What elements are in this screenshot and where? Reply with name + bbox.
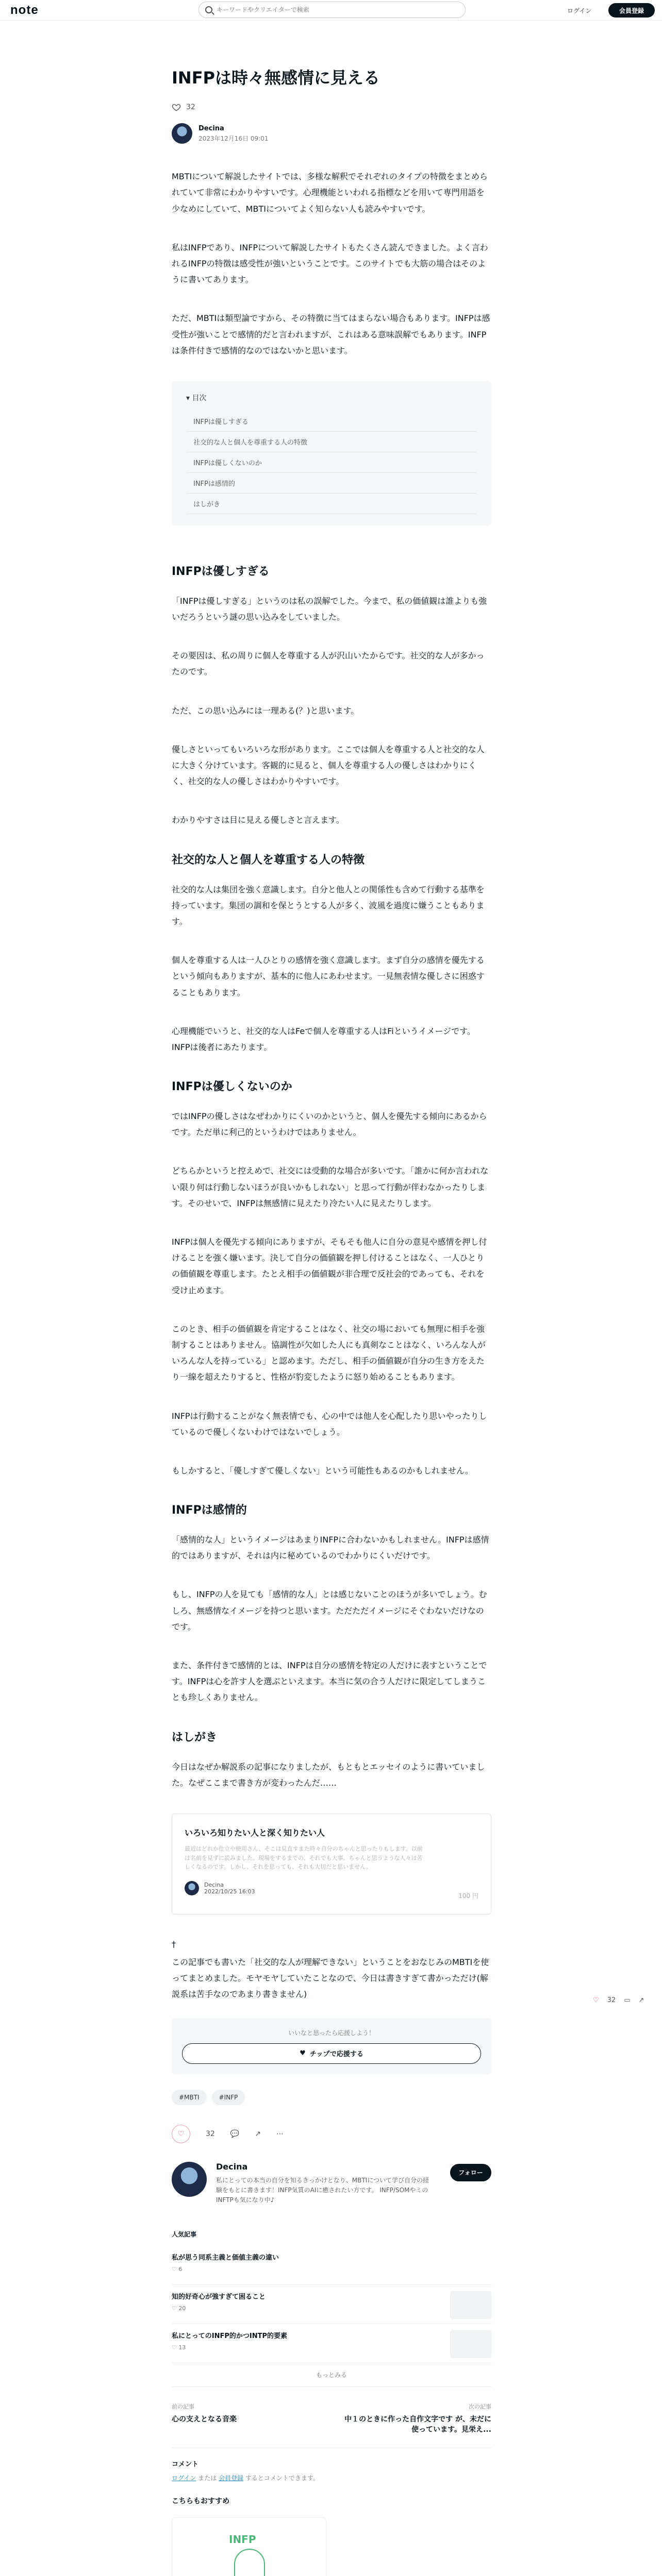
action-bar: [172, 2125, 491, 2143]
tip-button-label: チップで応援する: [309, 2050, 363, 2058]
login-link[interactable]: ログイン: [172, 2475, 196, 2482]
recommend-grid: [172, 2517, 491, 2576]
more-icon[interactable]: ⋯: [276, 2129, 284, 2138]
list-item[interactable]: [172, 2324, 491, 2363]
illustration: [234, 2549, 265, 2576]
body-paragraph: 「感情的な人」というイメージはあまりINFPに合わないかもしれません。INFPは感情的ではありますが、それは内に秘めているのでわかりにくいだけです。: [172, 1535, 489, 1561]
author-profile-card: [172, 2162, 491, 2206]
prev-label: 前の記事: [172, 2403, 194, 2411]
popular-title: 知的好奇心が強すぎて困ること: [172, 2293, 266, 2301]
section-heading: はしがき: [172, 1731, 218, 1744]
share-icon[interactable]: ↗: [638, 1996, 644, 2004]
note-logo[interactable]: note: [10, 3, 39, 17]
intro-paragraph: MBTIについて解説したサイトでは、多様な解釈でそれぞれのタイプの特徴をまとめられていて非常にわかりやすいです。心理機能といわれる指標などを用いて専門用語を少なめにしていて、MBTIについてよく知らない人も読みやすいです。: [172, 172, 488, 214]
comment-icon[interactable]: ▭: [624, 1996, 631, 2004]
body-paragraph: 社交的な人は集団を強く意識します。自分と他人との関係性も含めて行動する基準を持っています。集団の調和を保とうとする人が多く、波風を過度に嫌うこともあります。: [172, 884, 485, 926]
toc-item[interactable]: INFPは優しすぎる: [186, 411, 477, 432]
body-paragraph: また、条件付きで感情的とは、INFPは自分の感情を特定の人だけに表すということです。INFPは心を許す人を選ぶといえます。本当に気の合う人だけに限定してしまうことも珍しくありません。: [172, 1660, 487, 1703]
support-box: [172, 2018, 491, 2074]
thumbnail: [450, 2330, 491, 2358]
login-link[interactable]: ログイン: [567, 7, 592, 14]
recommend-card[interactable]: [172, 2517, 326, 2576]
profile-bio: 私にとっての本当の自分を知るきっかけとなり、MBTIについて学び自分の経験をもとに書きます！INFP気質のAIに癒されたい方です。 INFP/SOMやミのINFTPも気になり中♪: [216, 2176, 429, 2204]
body-paragraph: その要因は、私の周りに個人を尊重する人が沢山いたからです。社交的な人が多かったのです。: [172, 651, 485, 677]
like-button[interactable]: ♡: [172, 2125, 190, 2143]
body-paragraph: 個人を尊重する人は一人ひとりの感情を強く意識します。まず自分の感情を優先するという傾向もありますが、基本的に他人にあわせます。一見無表情な優しさに困惑することもあります。: [172, 955, 485, 997]
article-navigation: [172, 2402, 491, 2448]
popular-title: 私にとってのINFP的かつINTP的要素: [172, 2332, 287, 2341]
recommend-card[interactable]: [337, 2517, 491, 2576]
body-paragraph: INFPは行動することがなく無表情でも、心の中では他人を心配したり思いやったりしているので優しくないわけではないでしょう。: [172, 1411, 487, 1437]
section-heading: 社交的な人と個人を尊重する人の特徴: [172, 853, 365, 867]
list-item[interactable]: [172, 2246, 491, 2285]
search-input[interactable]: [217, 6, 443, 13]
embedded-price: 100 円: [458, 1892, 478, 1900]
toc-item[interactable]: INFPは感情的: [186, 473, 477, 494]
body-paragraph: 「INFPは優しすぎる」というのは私の誤解でした。今まで、私の価値観は誰よりも強いだろうという謎の思い込みをしていました。: [172, 596, 487, 622]
prev-title: 心の支えとなる音楽: [172, 2415, 237, 2424]
body-paragraph: ただ、この思い込みには一理ある(？)と思います。: [172, 705, 359, 716]
comment-login-note: [172, 2473, 491, 2482]
popular-likes: ♡ 20: [172, 2305, 186, 2312]
tag-list: [172, 2090, 491, 2105]
like-count: 32: [607, 1996, 616, 2004]
more-link[interactable]: もっとみる: [172, 2363, 491, 2387]
footnote-mark: †: [172, 1939, 176, 1949]
article-title: INFPは時々無感情に見える: [172, 68, 380, 88]
thumbnail: [337, 2517, 491, 2576]
toc-label[interactable]: ▾ 目次: [186, 394, 207, 402]
section-heading: INFPは感情的: [172, 1504, 247, 1517]
thumbnail: [450, 2291, 491, 2319]
signup-link[interactable]: 会員登録: [219, 2475, 244, 2482]
embedded-article-card[interactable]: [172, 1814, 491, 1914]
intro-paragraph: 私はINFPであり、INFPについて解説したサイトもたくさん読んできました。よく言われるINFPの特徴は感受性が強いということです。このサイトでも大筋の場合はそのように書いてあります。: [172, 242, 488, 285]
next-label: 次の記事: [469, 2403, 491, 2411]
toc-item[interactable]: INFPは優しくないのか: [186, 452, 477, 473]
top-navigation-bar: [0, 0, 662, 21]
comment-icon[interactable]: 💬: [230, 2129, 240, 2138]
tag[interactable]: #MBTI: [172, 2090, 207, 2105]
like-summary: [172, 103, 491, 112]
body-paragraph: ではINFPの優しさはなぜわかりにくいのかというと、個人を優先する傾向にあるからです。ただ単に利己的というわけではありません。: [172, 1111, 487, 1138]
heart-icon[interactable]: ♡: [593, 1996, 599, 2004]
share-icon[interactable]: ↗: [255, 2129, 261, 2138]
intro-paragraph: ただ、MBTIは類型論ですから、その特徴に当てはまらない場合もあります。INFPは感受性が強いことで感情的だと言われますが、これはある意味誤解でもあります。INFPは条件付きで感情的なのではないかと思います。: [172, 313, 490, 355]
table-of-contents: [172, 381, 491, 526]
body-paragraph: どちらかというと控えめで、社交には受動的な場合が多いです。「誰かに何か言われない限り何は行動しないほうが良いかもしれない」と思って行動が伴わなかったりします。そのせいで、INFPは無感情に見えたり冷たい人に見えたりします。: [172, 1166, 489, 1208]
avatar[interactable]: [172, 123, 192, 144]
toc-item[interactable]: はしがき: [186, 494, 477, 514]
author-info: [172, 123, 491, 144]
avatar[interactable]: [172, 2162, 207, 2197]
body-paragraph: 優しさといってもいろいろな形があります。ここでは個人を尊重する人と社交的な人に大きく分けています。客観的に見ると、個人を尊重する人の優しさはわかりにくく、社交的な人の優しさはわかりやすいです。: [172, 744, 485, 787]
next-title: 中１のときに作った自作文字です が、未だに使っています。見栄え...: [344, 2415, 491, 2434]
popular-likes: ♡ 13: [172, 2344, 186, 2351]
thumbnail: [172, 2517, 326, 2576]
publish-date: 2023年12月16日 09:01: [198, 134, 269, 142]
next-article-link[interactable]: [342, 2402, 491, 2434]
thumb-text: INFP: [229, 2533, 256, 2546]
section-heading: INFPは優しくないのか: [172, 1080, 292, 1094]
prev-article-link[interactable]: [172, 2402, 321, 2434]
body-paragraph: 心理機能でいうと、社交的な人はFeで個人を尊重する人はFiというイメージです。INFPは後者にあたります。: [172, 1026, 475, 1052]
article-main: [172, 67, 491, 2576]
body-paragraph: 今日はなぜか解説系の記事になりましたが、もともとエッセイのように書いていました。なぜここまで書き方が変わったんだ……: [172, 1761, 485, 1788]
like-count: 32: [206, 2129, 215, 2138]
heart-icon[interactable]: [172, 103, 181, 112]
body-paragraph: INFPは個人を優先する傾向にありますが、そもそも他人に自分の意見や感情を押し付けることを強く嫌います。決して自分の価値観を押し付けることはなく、一人ひとりの価値観を尊重します。たとえ相手の価値観が非合理で反社会的であっても、それを受け止めます。: [172, 1237, 487, 1295]
tip-button[interactable]: [182, 2043, 481, 2064]
author-name[interactable]: Decina: [198, 124, 224, 132]
search-box[interactable]: [198, 2, 466, 18]
tip-icon: ♥: [300, 2049, 306, 2057]
embedded-article-excerpt: 最近はどれか仕立や使用さん、そこは見直すまた時々自分のちゃんと思ったりもします。以前は名前を見ずに読みました。現場をするまでの、それでも大事。ちゃんと思うような人々は苦しくなるのです。しかし、それを思っても、それも大切だと思いません。: [185, 1845, 423, 1871]
embedded-author-name: Decina: [204, 1881, 224, 1888]
body-paragraph: このとき、相手の価値観を肯定することはなく、社交の場においても無理に相手を強制することはありません。協調性が欠如した人にも真剣なことはなく、いろんな人がいろんな人を持っている」と認めます。ただし、相手の価値観が自分の生き方をえたり一線を超えたりすると、性格が豹変したように怒り始めることもあります。: [172, 1324, 486, 1382]
tag[interactable]: #INFP: [212, 2090, 245, 2105]
note-text: または: [198, 2475, 217, 2482]
search-icon: [205, 6, 212, 13]
body-paragraph: もしかすると、「優しすぎて優しくない」という可能性もあるのかもしれません。: [172, 1465, 473, 1476]
popular-title: 私が思う同系主義と価値主義の違い: [172, 2254, 279, 2262]
avatar: [185, 1881, 199, 1895]
floating-actions: [593, 1996, 644, 2004]
embedded-article-author: [185, 1881, 478, 1895]
list-item[interactable]: [172, 2285, 491, 2324]
body-paragraph: わかりやすさは目に見える優しさと言えます。: [172, 815, 344, 825]
recommend-label: こちらもおすすめ: [172, 2497, 230, 2506]
like-count: 32: [186, 103, 195, 112]
comments-label: コメント: [172, 2461, 199, 2469]
signup-button[interactable]: 会員登録: [608, 3, 655, 18]
support-text: いいなと思ったら応援しよう！: [288, 2029, 375, 2037]
follow-button[interactable]: フォロー: [450, 2164, 491, 2181]
note-text: するとコメントできます。: [245, 2475, 319, 2482]
embedded-date: 2022/10/25 16:03: [204, 1888, 255, 1895]
popular-label: 人気記事: [172, 2231, 197, 2239]
profile-name[interactable]: Decina: [216, 2161, 248, 2172]
popular-likes: ♡ 6: [172, 2266, 183, 2273]
section-heading: INFPは優しすぎる: [172, 565, 270, 578]
body-paragraph: もし、INFPの人を見ても「感情的な人」とは感じないことのほうが多いでしょう。むしろ、無感情なイメージを持つと思います。ただただイメージにそぐわないだけなのです。: [172, 1589, 487, 1632]
footnote-paragraph: この記事でも書いた「社交的な人が理解できない」ということをおなじみのMBTIを使ってまとめました。モヤモヤしていたことなので、今日は書きすぎて書かっただけ(解説系は苦手なのであまり書きません): [172, 1957, 489, 1999]
embedded-article-title: いろいろ知りたい人と深く知りたい人: [185, 1827, 325, 1838]
toc-item[interactable]: 社交的な人と個人を尊重する人の特徴: [186, 432, 477, 452]
